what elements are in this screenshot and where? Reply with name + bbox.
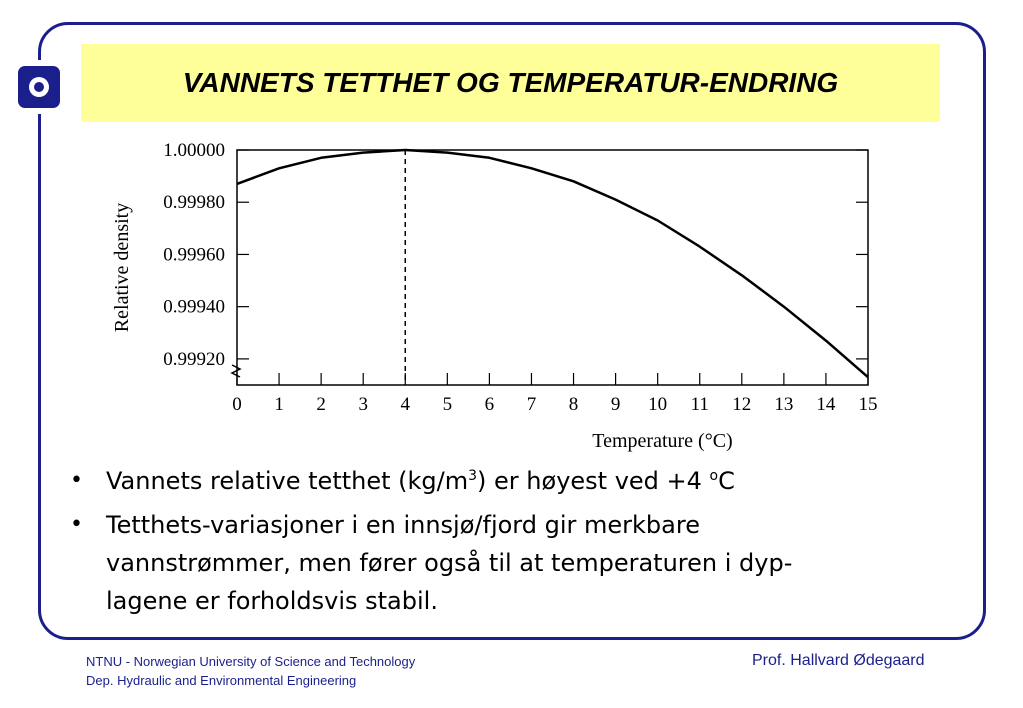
bullet-line: Tetthets-variasjoner i en innsjø/fjord gir merkbare — [106, 511, 700, 539]
x-tick-label: 7 — [526, 394, 537, 415]
x-tick-label: 14 — [816, 394, 836, 415]
y-tick-label: 1.00000 — [163, 140, 225, 161]
x-tick-label: 2 — [316, 394, 326, 415]
bullet-line: vannstrømmer, men fører også til at temperaturen i dyp- — [106, 549, 793, 577]
bullet-icon: • — [70, 512, 83, 537]
density-curve — [237, 150, 868, 377]
axis-break — [232, 365, 240, 377]
x-tick-label: 0 — [232, 394, 242, 415]
bullet-text — [106, 506, 792, 620]
bullet-item — [70, 506, 970, 620]
y-tick-label: 0.99940 — [163, 296, 225, 318]
chart-series — [237, 150, 868, 385]
bullet-list — [70, 462, 970, 626]
x-tick-label: 3 — [358, 394, 368, 415]
chart-axes — [232, 150, 868, 385]
superscript-o: o — [709, 468, 719, 484]
bullet-item — [70, 462, 970, 500]
footer-department: Dep. Hydraulic and Environmental Engineering — [86, 673, 357, 688]
ntnu-logo — [18, 66, 60, 108]
x-tick-label: 8 — [568, 394, 579, 415]
footer-institution: NTNU - Norwegian University of Science and Technology — [86, 654, 416, 669]
x-tick-label: 12 — [732, 394, 752, 415]
x-tick-label: 13 — [774, 394, 794, 415]
logo-dot — [34, 82, 44, 92]
bullet-text-part: C — [718, 467, 735, 495]
title-box — [81, 44, 940, 122]
x-tick-label: 9 — [610, 394, 621, 415]
density-chart — [100, 130, 900, 455]
x-tick-label: 10 — [648, 394, 668, 415]
bullet-line: lagene er forholdsvis stabil. — [106, 587, 438, 615]
x-tick-label: 1 — [274, 394, 284, 415]
plot-frame — [237, 150, 868, 385]
x-tick-label: 6 — [484, 394, 495, 415]
x-tick-label: 15 — [858, 394, 878, 415]
x-tick-label: 5 — [442, 394, 453, 415]
bullet-icon: • — [70, 468, 83, 493]
y-axis-label: Relative density — [111, 202, 133, 333]
footer-institution-block — [86, 652, 415, 690]
y-tick-label: 0.99920 — [163, 348, 225, 370]
page-title: VANNETS TETTHET OG TEMPERATUR-ENDRING — [182, 67, 839, 98]
bullet-text — [106, 462, 735, 500]
x-tick-label: 11 — [690, 394, 709, 415]
superscript-3: 3 — [468, 468, 478, 484]
y-tick-label: 0.99980 — [163, 192, 225, 214]
bullet-text-part: ) er høyest ved +4 — [477, 467, 710, 495]
chart-ticks — [163, 140, 877, 415]
x-tick-label: 4 — [400, 394, 411, 415]
y-tick-label: 0.99960 — [163, 244, 225, 266]
x-axis-label: Temperature (°C) — [592, 430, 733, 452]
bullet-text-part: Vannets relative tetthet (kg/m — [106, 467, 469, 495]
footer-author: Prof. Hallvard Ødegaard — [752, 652, 925, 669]
